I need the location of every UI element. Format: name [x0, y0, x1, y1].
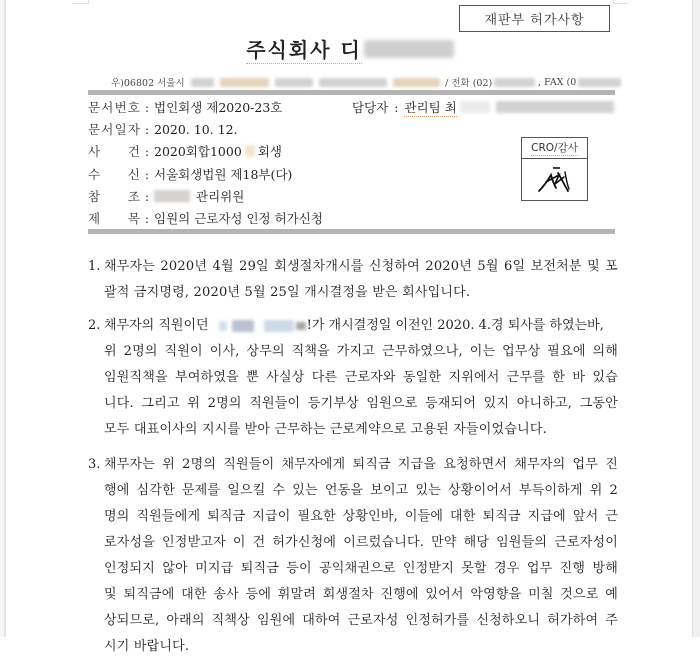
signature-box-title: CRO/감사 — [522, 138, 587, 159]
contact-label: 담당자 — [352, 100, 389, 115]
court-approval-label: 재판부 허가사항 — [484, 13, 585, 28]
signature-box — [521, 137, 588, 201]
scrollbar-track[interactable] — [692, 0, 700, 637]
redacted-reference-name — [154, 190, 190, 202]
header-rule-top — [88, 90, 615, 95]
redacted-name-1b — [232, 320, 254, 332]
redacted-name-1a — [219, 321, 227, 331]
case-number-value: 2020회합1000 — [154, 144, 242, 159]
field-reference: 참 조 : 관리위원 — [88, 188, 245, 204]
subject-value: 임원의 근로자성 인정 허가신청 — [154, 211, 323, 226]
paragraph-2: 2. 채무자의 직원이던 !가 개시결정일 이전인 2020. 4.경 퇴사를 하였는바, 위 2명의 직원이 이사, 상무의 직책을 가지고 근무하였으나, 이는 업무상 필요에 의해 임원직책을 부여하였을 뿐 사실상 다른 근로자와 동일한 지위에서 근무를 한 바 있습 니다. 그리고 위 2명의 직원들이 등기부상 임원으로 등재되어 있지 아니하고, 그동안 모두 대표이사의 지시를 받아 근무하는 근로계약으로 고용된 자들이었습니다. — [88, 313, 618, 443]
recipient-value: 서울회생법원 제18부(다) — [154, 167, 293, 182]
redacted-phone — [494, 78, 535, 87]
redacted-contact-1 — [460, 101, 490, 113]
page-corner-mark-left — [72, 0, 89, 4]
fax-label: , FAX (0 — [538, 76, 577, 88]
field-label: 문 서 일 자 — [88, 122, 140, 137]
redacted-address-3 — [275, 78, 314, 87]
field-label: 제 목 — [88, 211, 140, 226]
redacted-company-name — [364, 40, 454, 58]
handwritten-signature-icon — [535, 164, 575, 196]
redacted-address-1 — [191, 78, 214, 87]
company-title: 주식회사 디 — [246, 34, 362, 64]
field-label: 참 조 — [88, 189, 140, 204]
field-document-number: 문 서 번 호 : 법인회생 제2020-23호 — [88, 99, 283, 115]
field-document-date: 문 서 일 자 : 2020. 10. 12. — [88, 121, 238, 137]
contact-person: 담당자 : 관리팀 최 — [352, 97, 614, 117]
document-date-value: 2020. 10. 12. — [154, 121, 238, 137]
redacted-address-2 — [220, 78, 269, 87]
field-label: 문 서 번 호 — [88, 100, 140, 115]
phone-label: / 전화 (02) — [445, 78, 493, 89]
reference-value: 관리위원 — [196, 189, 245, 204]
redacted-name-2b — [296, 322, 306, 330]
field-subject: 제 목 : 임원의 근로자성 인정 허가신청 — [88, 210, 323, 226]
court-approval-stamp-box — [459, 5, 610, 32]
redacted-fax — [578, 78, 621, 87]
paragraph-1: 1. 채무자는 2020년 4월 29일 회생절차개시를 신청하여 2020년 5월 6일 보전처분 및 포 괄적 금지명령, 2020년 5월 25일 개시결정을 받은 회사입니다. — [88, 254, 618, 306]
document-title — [0, 35, 700, 63]
redacted-case-digit — [245, 145, 255, 157]
redacted-contact-2 — [496, 101, 614, 113]
redacted-name-2 — [264, 320, 294, 332]
field-case: 사 건 : 2020회합1000 회생 — [88, 143, 282, 159]
paragraph-number: 1. — [88, 259, 101, 274]
address-line — [111, 75, 621, 89]
field-recipient: 수 신 : 서울회생법원 제18부(다) — [88, 166, 293, 182]
field-label: 사 건 — [88, 144, 140, 159]
address-prefix: 우)06802 서울시 — [111, 78, 185, 89]
signature — [522, 159, 587, 201]
paragraph-3: 3. 채무자는 위 2명의 직원들이 채무자에게 퇴직금 지급을 요청하면서 채무자의 업무 진 행에 심각한 문제를 일으킬 수 있는 언동을 보이고 있는 상황이어서 부득이하게 위 2 명의 직원들에게 퇴직금 지급이 필요한 상황인바, 이들에 대한 퇴직금 지급에 앞서 근 로자성을 인정받고자 이 건 허가신청에 이르렀습니다. 만약 해당 임원들의 근로자성이 인정되지 않아 미지급 퇴직금 등이 공익채권으로 인정받지 못할 경우 업무 진행 방해 및 퇴직금에 대한 송사 등에 휘말려 회생절차 진행에 있어서 악영향을 미칠 것으로 예 상되므로, 아래의 직책상 임원에 대하여 근로자성 인정허가를 신청하오니 허가하여 주 시기 바랍니다. — [88, 452, 618, 660]
header-rule-bottom — [88, 229, 615, 234]
page-edge-left — [4, 0, 6, 637]
field-label: 수 신 — [88, 167, 140, 182]
paragraph-number: 2. — [88, 318, 101, 333]
page-corner-mark-right — [613, 0, 628, 4]
paragraph-number: 3. — [88, 457, 101, 472]
redacted-address-5 — [393, 78, 440, 87]
case-type-value: 회생 — [257, 144, 282, 159]
redacted-address-4 — [319, 78, 387, 87]
contact-value: 관리팀 최 — [404, 99, 457, 115]
document-number-value: 법인회생 제2020-23호 — [154, 100, 283, 115]
